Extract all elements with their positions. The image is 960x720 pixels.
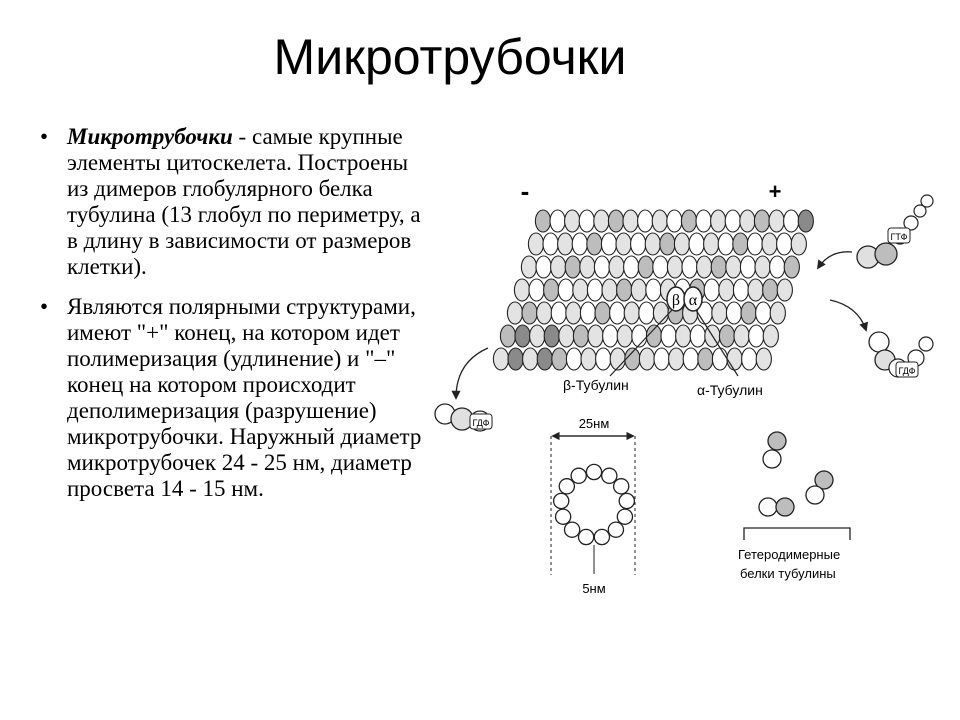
- tubulin-globule: [508, 348, 523, 370]
- tubulin-globule: [756, 348, 771, 370]
- alpha-tubulin-label: α-Тубулин: [697, 382, 763, 398]
- tubulin-globule: [572, 233, 587, 255]
- tubulin-globule: [587, 233, 602, 255]
- depolymerization-arrow-right: [830, 300, 866, 330]
- bullet-list: [40, 124, 430, 516]
- tubulin-globule: [603, 325, 618, 347]
- tubulin-globule: [631, 279, 646, 301]
- tubulin-globule: [712, 348, 727, 370]
- tubulin-globule: [747, 233, 762, 255]
- tubulin-globule: [579, 210, 594, 232]
- microtubule-diagram: [428, 170, 950, 610]
- tubulin-globule: [683, 348, 698, 370]
- tubulin-globule: [798, 210, 813, 232]
- tubulin-globule: [617, 279, 632, 301]
- tubulin-globule: [682, 256, 697, 278]
- tubulin-globule: [727, 348, 742, 370]
- cross-section-globule: [556, 509, 571, 524]
- tubulin-globule: [748, 279, 763, 301]
- cross-section-globule: [594, 529, 609, 544]
- tubulin-globule: [645, 233, 660, 255]
- tubulin-globule: [690, 325, 705, 347]
- free-heterodimers: [744, 432, 850, 540]
- tubulin-globule: [566, 348, 581, 370]
- slide-title: Микротрубочки: [273, 29, 627, 85]
- tubulin-globule: [544, 325, 559, 347]
- cross-section-globule: [602, 468, 617, 483]
- tubulin-globule: [528, 233, 543, 255]
- cross-section-globule: [554, 493, 569, 508]
- tubulin-globule: [543, 233, 558, 255]
- tubulin-globule: [529, 279, 544, 301]
- tubulin-globule: [669, 348, 684, 370]
- tubulin-globule: [581, 348, 596, 370]
- tubulin-globule: [763, 325, 778, 347]
- minus-end-label: -: [520, 176, 530, 206]
- cross-section-globule: [586, 464, 601, 479]
- tubulin-globule: [719, 325, 734, 347]
- tubulin-globule: [624, 302, 639, 324]
- tubulin-globule: [740, 210, 755, 232]
- tubulin-globule: [537, 302, 552, 324]
- tubulin-globule: [734, 325, 749, 347]
- tubulin-globule: [698, 348, 713, 370]
- tubulin-globule: [733, 233, 748, 255]
- outer-diameter-label: 25нм: [578, 416, 610, 431]
- tubulin-globule: [749, 325, 764, 347]
- tubulin-globule: [742, 348, 757, 370]
- tubulin-globule: [733, 279, 748, 301]
- tubulin-globule: [638, 256, 653, 278]
- cross-section-globule: [559, 479, 574, 494]
- gtp-label: ГТФ: [890, 232, 908, 242]
- tubulin-globule: [594, 210, 609, 232]
- tubulin-globule: [697, 256, 712, 278]
- tubulin-globule: [573, 325, 588, 347]
- tubulin-globule: [550, 210, 565, 232]
- depolymerization-arrow-left: [456, 348, 488, 398]
- tubulin-globule: [493, 348, 508, 370]
- alpha-symbol: α: [688, 292, 698, 309]
- tubulin-globule: [617, 325, 632, 347]
- tubulin-globule: [500, 325, 515, 347]
- tubulin-globule: [639, 348, 654, 370]
- tubulin-globule: [608, 210, 623, 232]
- polymerization-arrow: [818, 252, 852, 268]
- tubulin-globule: [616, 233, 631, 255]
- tubulin-globule: [718, 233, 733, 255]
- tubulin-globule: [632, 325, 647, 347]
- cross-section: [551, 436, 635, 575]
- tubulin-globule: [711, 256, 726, 278]
- tubulin-globule: [711, 210, 726, 232]
- tubulin-globule: [551, 302, 566, 324]
- tubulin-globule: [530, 325, 545, 347]
- tubulin-globule: [507, 302, 522, 324]
- gdp-label-right: ГДФ: [898, 366, 916, 376]
- tubulin-globule: [770, 302, 785, 324]
- tubulin-globule: [726, 256, 741, 278]
- gdp-label-left: ГДФ: [472, 418, 490, 428]
- tubulin-globule: [588, 325, 603, 347]
- cross-section-globule: [565, 522, 580, 537]
- bullet-item: [40, 124, 430, 280]
- heterodimer-label-line2: белки тубулины: [740, 566, 836, 581]
- tubulin-globule: [791, 233, 806, 255]
- tubulin-globule: [610, 302, 625, 324]
- tubulin-globule: [712, 302, 727, 324]
- bullet-text: Являются полярными структурами, имеют "+" конец, на котором идет полимеризация (удлинение) и "–" конец на котором происходит деполимеризация (разрушение) микротрубочки. Наружный диаметр микротрубочек 24 - 25 нм, диаметр просвета 14 - 15 нм.: [67, 294, 422, 501]
- tubulin-globule: [769, 210, 784, 232]
- tubulin-globule: [726, 302, 741, 324]
- tubulin-globule: [704, 279, 719, 301]
- tubulin-globule: [522, 302, 537, 324]
- tubulin-globule: [580, 256, 595, 278]
- tubulin-globule: [573, 279, 588, 301]
- plus-end-label: +: [768, 179, 782, 204]
- tubulin-globule: [639, 302, 654, 324]
- tubulin-globule: [646, 279, 661, 301]
- tubulin-globule: [580, 302, 595, 324]
- beta-symbol: β: [671, 292, 681, 309]
- tubulin-globule: [681, 210, 696, 232]
- tubulin-globule: [762, 233, 777, 255]
- tubulin-globule: [725, 210, 740, 232]
- tubulin-globule: [601, 233, 616, 255]
- cross-section-globule: [617, 509, 632, 524]
- tubulin-globule: [559, 325, 574, 347]
- tubulin-globule: [660, 233, 675, 255]
- bullet-term: Микротрубочки: [67, 124, 233, 149]
- beta-tubulin-label: β-Тубулин: [563, 377, 629, 393]
- tubulin-globule: [689, 233, 704, 255]
- tubulin-globule: [654, 348, 669, 370]
- tubulin-globule: [602, 279, 617, 301]
- tubulin-globule: [719, 279, 734, 301]
- tubulin-globule: [595, 302, 610, 324]
- tubulin-globule: [623, 210, 638, 232]
- tubulin-globule: [566, 302, 581, 324]
- tubulin-globule: [535, 210, 550, 232]
- cross-section-globule: [579, 529, 594, 544]
- tubulin-globule: [741, 302, 756, 324]
- cross-section-globule: [608, 522, 623, 537]
- tubulin-globule: [565, 210, 580, 232]
- tubulin-globule: [521, 256, 536, 278]
- tubulin-globule: [754, 210, 769, 232]
- tubulin-globule: [763, 279, 778, 301]
- heterodimer-label-line1: Гетеродимерные: [738, 547, 841, 562]
- bullet-text: - самые крупные элементы цитоскелета. Построены из димеров глобулярного белка тубулина (13 глобул по периметру, а в длину в зависимости от размеров клетки).: [67, 124, 421, 279]
- tubulin-globule: [536, 256, 551, 278]
- tubulin-globule: [755, 256, 770, 278]
- cross-section-globule: [571, 468, 586, 483]
- tubulin-globule: [770, 256, 785, 278]
- tubulin-globule: [756, 302, 771, 324]
- tubulin-globule: [638, 210, 653, 232]
- tubulin-globule: [594, 256, 609, 278]
- bullet-marker: •: [40, 294, 49, 319]
- tubulin-globule: [537, 348, 552, 370]
- tubulin-globule: [653, 302, 668, 324]
- tubulin-globule: [667, 210, 682, 232]
- tubulin-globule: [777, 279, 792, 301]
- tubulin-globule: [558, 279, 573, 301]
- tubulin-globule: [667, 256, 682, 278]
- tubulin-globule: [551, 256, 566, 278]
- tubulin-globule: [587, 279, 602, 301]
- tubulin-globule: [661, 325, 676, 347]
- bullet-item: [40, 294, 430, 502]
- tubulin-globule: [784, 256, 799, 278]
- cross-section-globule: [619, 493, 634, 508]
- tubulin-globule: [704, 233, 719, 255]
- tubulin-globule: [624, 256, 639, 278]
- tubulin-globule: [676, 325, 691, 347]
- tubulin-globule: [777, 233, 792, 255]
- tubulin-globule: [631, 233, 646, 255]
- tubulin-globule: [784, 210, 799, 232]
- tubulin-globule: [552, 348, 567, 370]
- bullet-marker: •: [40, 124, 49, 149]
- tubulin-globule: [514, 279, 529, 301]
- cross-section-globule: [614, 479, 629, 494]
- microtubule-lattice: [493, 210, 813, 370]
- tubulin-globule: [558, 233, 573, 255]
- tubulin-globule: [596, 348, 611, 370]
- tubulin-globule: [565, 256, 580, 278]
- wall-thickness-label: 5нм: [582, 581, 606, 596]
- tubulin-globule: [740, 256, 755, 278]
- tubulin-globule: [653, 256, 668, 278]
- tubulin-globule: [523, 348, 538, 370]
- tubulin-globule: [696, 210, 711, 232]
- tubulin-globule: [674, 233, 689, 255]
- tubulin-globule: [515, 325, 530, 347]
- tubulin-globule: [652, 210, 667, 232]
- tubulin-globule: [544, 279, 559, 301]
- tubulin-globule: [610, 348, 625, 370]
- tubulin-globule: [609, 256, 624, 278]
